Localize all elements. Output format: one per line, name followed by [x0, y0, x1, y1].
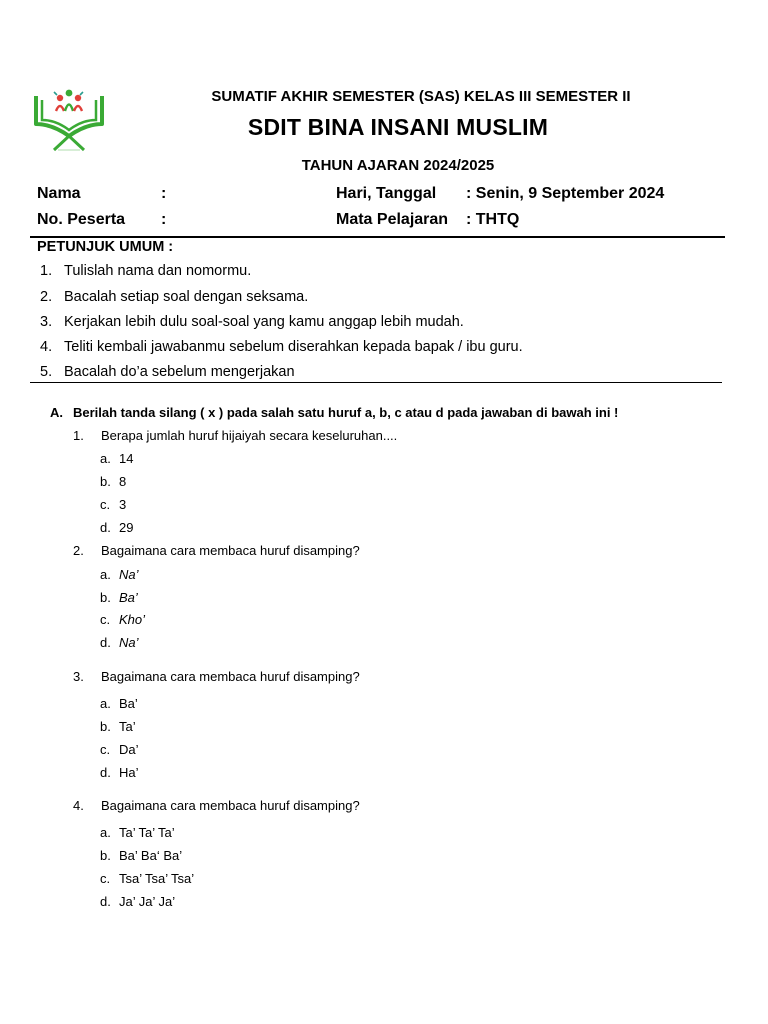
petunjuk-item: 2. Bacalah setiap soal dengan seksama. — [40, 289, 309, 305]
header-divider-thin — [30, 236, 242, 237]
q3-option-a[interactable]: a. Ba’ — [100, 696, 138, 711]
q3-option-d[interactable]: d. Ha’ — [100, 765, 139, 780]
q3-option-c[interactable]: c. Da’ — [100, 742, 139, 757]
petunjuk-item: 3. Kerjakan lebih dulu soal-soal yang kamu anggap lebih mudah. — [40, 314, 464, 330]
petunjuk-divider — [30, 382, 722, 383]
q1-option-c[interactable]: c. 3 — [100, 497, 127, 512]
hari-tanggal-label: Hari, Tanggal — [336, 185, 437, 202]
section-a-instruction: A. Berilah tanda silang ( x ) pada salah satu huruf a, b, c atau d pada jawaban di bawah ini ! — [50, 405, 619, 420]
q4-option-c[interactable]: c. Tsa’ Tsa’ Tsa’ — [100, 871, 195, 886]
hari-tanggal-value: : Senin, 9 September 2024 — [466, 185, 665, 202]
nama-colon: : — [161, 185, 167, 202]
mata-pelajaran-label: Mata Pelajaran — [336, 211, 449, 228]
q2-option-b[interactable]: b. Ba’ — [100, 590, 138, 605]
q2-option-c[interactable]: c. Kho’ — [100, 612, 146, 627]
q1-option-b[interactable]: b. 8 — [100, 474, 127, 489]
petunjuk-item: 5. Bacalah do’a sebelum mengerjakan — [40, 364, 295, 380]
q2-option-a[interactable]: a. Na’ — [100, 567, 139, 582]
peserta-colon: : — [161, 211, 167, 228]
exam-subtitle: SUMATIF AKHIR SEMESTER (SAS) KELAS III SEMESTER II — [211, 88, 631, 105]
petunjuk-title: PETUNJUK UMUM : — [37, 239, 174, 255]
petunjuk-item: 4. Teliti kembali jawabanmu sebelum diserahkan kepada bapak / ibu guru. — [40, 339, 523, 355]
q3-option-b[interactable]: b. Ta’ — [100, 719, 136, 734]
q1-option-a[interactable]: a. 14 — [100, 451, 134, 466]
question-2: 2. Bagaimana cara membaca huruf disamping? — [73, 543, 360, 558]
q4-option-b[interactable]: b. Ba’ Ba‘ Ba’ — [100, 848, 183, 863]
school-name: SDIT BINA INSANI MUSLIM — [247, 114, 549, 140]
q2-option-d[interactable]: d. Na’ — [100, 635, 139, 650]
nama-label: Nama — [37, 185, 81, 202]
question-4: 4. Bagaimana cara membaca huruf disamping? — [73, 798, 360, 813]
question-1: 1. Berapa jumlah huruf hijaiyah secara keseluruhan.... — [73, 428, 398, 443]
q1-option-d[interactable]: d. 29 — [100, 520, 134, 535]
mata-pelajaran-value: : THTQ — [466, 211, 520, 228]
q4-option-a[interactable]: a. Ta’ Ta’ Ta’ — [100, 825, 175, 840]
petunjuk-item: 1. Tulislah nama dan nomormu. — [40, 263, 252, 279]
q4-option-d[interactable]: d. Ja’ Ja’ Ja’ — [100, 894, 176, 909]
question-3: 3. Bagaimana cara membaca huruf disamping? — [73, 669, 360, 684]
peserta-label: No. Peserta — [37, 211, 126, 228]
academic-year: TAHUN AJARAN 2024/2025 — [301, 157, 495, 174]
